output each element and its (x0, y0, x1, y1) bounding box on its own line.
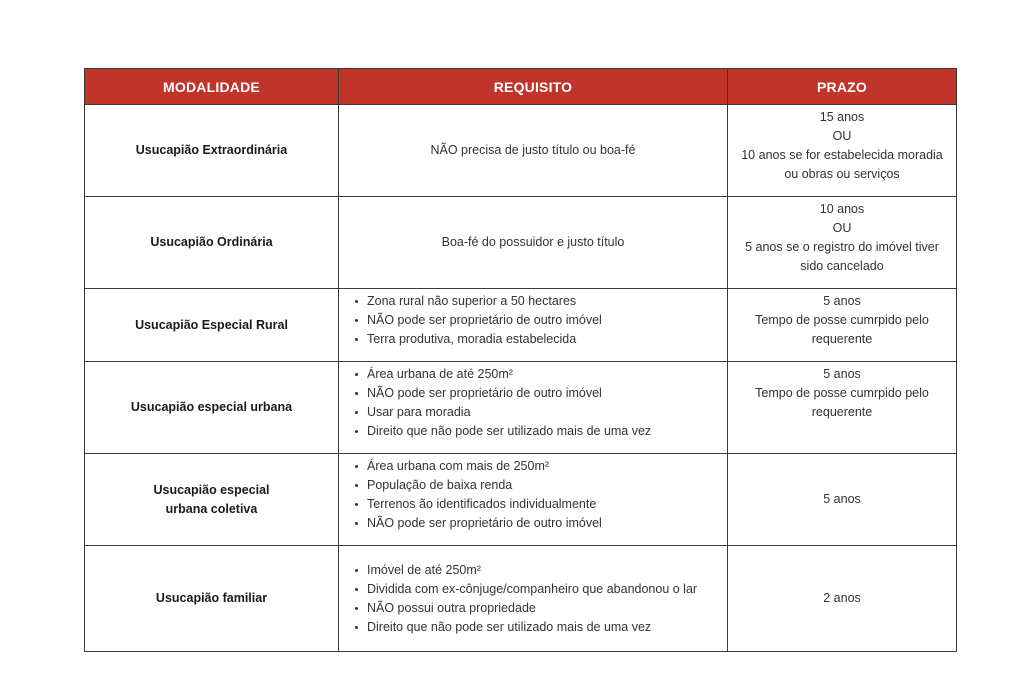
modalidade-line: urbana coletiva (165, 501, 258, 516)
requisito-item: NÃO pode ser proprietário de outro imóvel (367, 514, 727, 533)
requisito-item: Direito que não pode ser utilizado mais de uma vez (367, 422, 727, 441)
prazo-cell (728, 362, 957, 454)
modalidade-cell (85, 454, 339, 546)
prazo-cell (728, 197, 957, 289)
requisito-item: NÃO pode ser proprietário de outro imóvel (367, 384, 727, 403)
requisito-cell (339, 454, 728, 546)
prazo-line: 5 anos (823, 294, 861, 308)
prazo-line: sido cancelado (800, 259, 884, 273)
prazo-line: OU (832, 129, 852, 143)
prazo-cell (728, 105, 957, 197)
requisito-item: Terra produtiva, moradia estabelecida (367, 330, 727, 349)
table-row (85, 197, 957, 289)
prazo-line: 10 anos (819, 202, 865, 216)
table-row (85, 454, 957, 546)
table-row (85, 289, 957, 362)
prazo-line: OU (832, 221, 852, 235)
requisito-cell: NÃO precisa de justo título ou boa-fé (339, 105, 728, 197)
header-modalidade: MODALIDADE (85, 69, 339, 105)
requisito-list (339, 292, 727, 349)
requisito-cell (339, 362, 728, 454)
requisito-item: Área urbana com mais de 250m² (367, 457, 727, 476)
requisito-cell: Boa-fé do possuidor e justo título (339, 197, 728, 289)
prazo-cell (728, 289, 957, 362)
requisito-item: Direito que não pode ser utilizado mais de uma vez (367, 618, 727, 637)
modalidade-cell: Usucapião Extraordinária (85, 105, 339, 197)
prazo-line: 5 anos (823, 367, 861, 381)
table-row (85, 362, 957, 454)
header-requisito: REQUISITO (339, 69, 728, 105)
requisito-item: NÃO pode ser proprietário de outro imóvel (367, 311, 727, 330)
requisito-item: Área urbana de até 250m² (367, 365, 727, 384)
modalidade-line: Usucapião especial (153, 482, 270, 497)
prazo-line: 5 anos se o registro do imóvel tiver (745, 240, 939, 254)
requisito-item: Dividida com ex-cônjuge/companheiro que abandonou o lar (367, 580, 727, 599)
prazo-line: 15 anos (819, 110, 865, 124)
requisito-item: Imóvel de até 250m² (367, 561, 727, 580)
requisito-list (339, 561, 727, 637)
requisito-item: Terrenos ão identificados individualmente (367, 495, 727, 514)
prazo-line: 10 anos se for estabelecida moradia (741, 148, 943, 162)
prazo-line: Tempo de posse cumrpido pelo (755, 313, 929, 327)
prazo-line: ou obras ou serviços (784, 167, 900, 181)
usucapiao-table (84, 68, 957, 652)
requisito-list (339, 365, 727, 441)
header-row (85, 69, 957, 105)
modalidade-cell: Usucapião especial urbana (85, 362, 339, 454)
table-row (85, 105, 957, 197)
requisito-item: População de baixa renda (367, 476, 727, 495)
modalidade-cell: Usucapião Ordinária (85, 197, 339, 289)
requisito-cell (339, 289, 728, 362)
requisito-cell (339, 546, 728, 652)
table-row (85, 546, 957, 652)
requisito-item: Zona rural não superior a 50 hectares (367, 292, 727, 311)
modalidade-cell: Usucapião Especial Rural (85, 289, 339, 362)
prazo-line: requerente (811, 332, 873, 346)
prazo-cell: 2 anos (728, 546, 957, 652)
requisito-list (339, 457, 727, 533)
header-prazo: PRAZO (728, 69, 957, 105)
prazo-cell: 5 anos (728, 454, 957, 546)
requisito-item: NÃO possui outra propriedade (367, 599, 727, 618)
prazo-line: requerente (811, 405, 873, 419)
requisito-item: Usar para moradia (367, 403, 727, 422)
modalidade-cell: Usucapião familiar (85, 546, 339, 652)
prazo-line: Tempo de posse cumrpido pelo (755, 386, 929, 400)
